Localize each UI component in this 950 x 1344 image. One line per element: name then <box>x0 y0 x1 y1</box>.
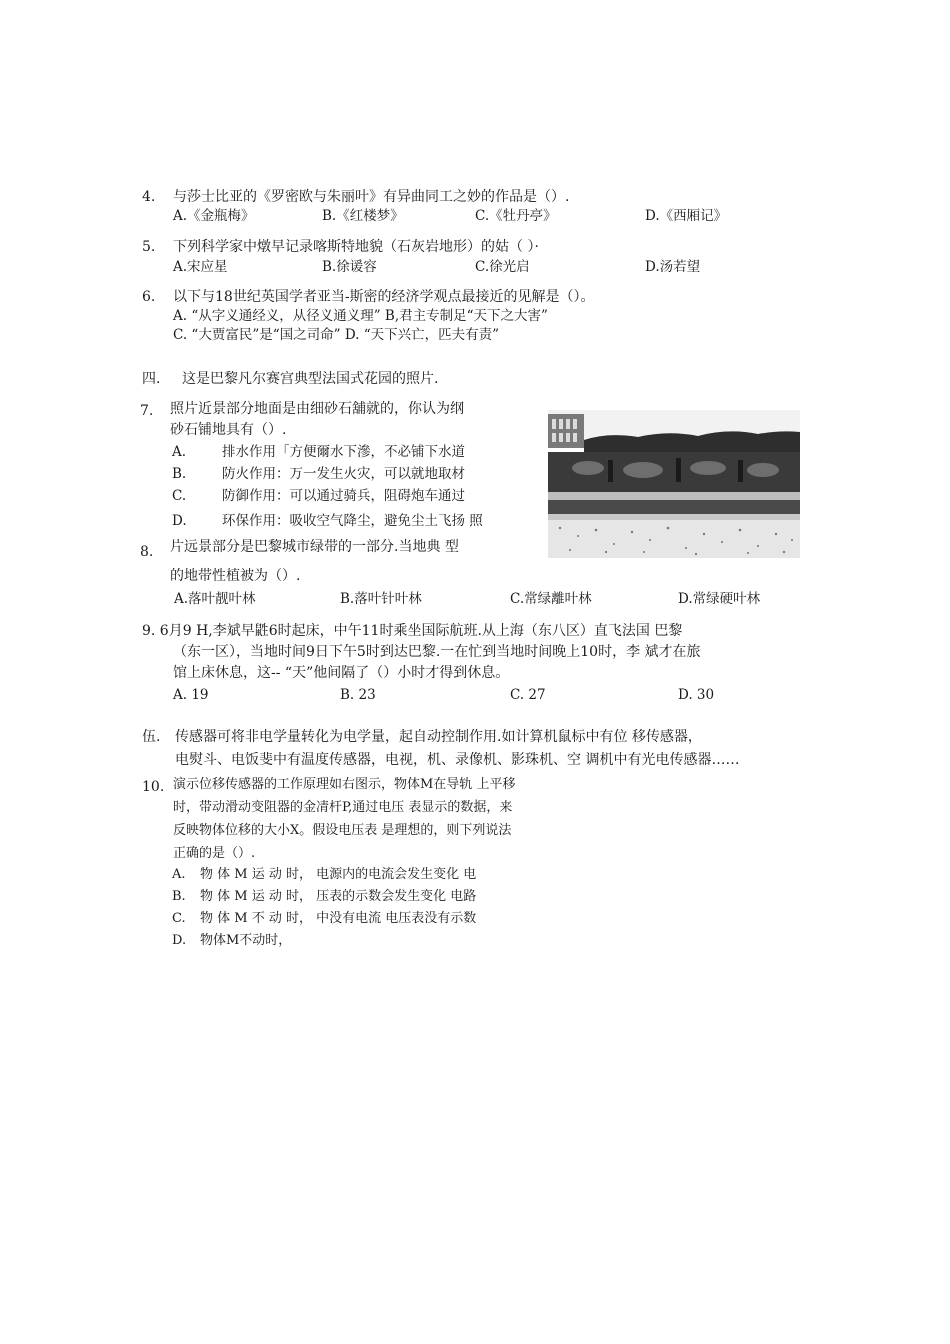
q6-number: 6. <box>142 289 156 305</box>
q8-option-c: C.常绿離叶林 <box>510 591 592 607</box>
q6-options-line1: A. “从字义通经义，从径义通义理” B,君主专制足“天下之大害” <box>173 308 548 324</box>
q8-option-b: B.落叶针叶林 <box>340 591 422 607</box>
q4-stem: 与莎士比亚的《罗密欧与朱丽叶》有异曲同工之妙的作品是（）. <box>173 189 570 205</box>
section5-number: 伍. <box>142 729 161 745</box>
q7-option-b-text: 防火作用：万一发生火灾，可以就地取材 <box>222 466 465 482</box>
section5-line2: 电熨斗、电饭斐中有温度传感器，电视，机、录像机、影珠机、空 调机中有光电传感器…… <box>175 752 740 768</box>
q7-stem-line2: 砂石铺地具有（）. <box>170 422 287 438</box>
q5-option-b: B.徐谖容 <box>322 259 377 275</box>
q7-option-c-letter: C. <box>172 488 187 504</box>
q5-option-d: D.汤若望 <box>645 259 701 275</box>
q7-option-b-letter: B. <box>172 466 187 482</box>
q8-stem-line2: 的地带性植被为（）. <box>170 568 301 584</box>
q10-option-c-text: 物 体 M 不 动 时， 中没有电流 电压表没有示数 <box>200 911 477 926</box>
q7-option-a-text: 排水作用「方便爾水下滲，不必铺下水道 <box>222 444 465 460</box>
q10-stem-line4: 正确的是（）. <box>173 846 256 861</box>
q4-option-c: C.《牡丹亭》 <box>475 208 557 224</box>
q5-option-a: A.宋应星 <box>173 259 228 275</box>
q10-option-a-text: 物 体 M 运 动 时， 电源内的电流会发生变化 电 <box>200 867 477 882</box>
q10-option-a-letter: A. <box>172 867 186 882</box>
q5-option-c: C.徐光启 <box>475 259 530 275</box>
q6-options-line2: C. “大贾富民”是“国之司命” D. “天下兴亡，匹夫有责” <box>173 327 500 343</box>
q10-stem-line2: 时，带动滑动变阻器的金凊杆P,通过电压 表显示的数据，来 <box>173 800 513 815</box>
q8-stem-line1: 片远景部分是巴黎城市绿带的一部分.当地典 型 <box>170 539 459 555</box>
q10-option-c-letter: C. <box>172 911 186 926</box>
section4-number: 四. <box>142 371 161 387</box>
section4-text: 这是巴黎凡尔赛宫典型法国式花园的照片. <box>182 371 439 387</box>
q6-stem: 以下与18世纪英国学者亚当-斯密的经济学观点最接近的见解是（）。 <box>173 289 595 305</box>
q9-option-b: B. 23 <box>340 687 376 703</box>
section5-line1: 传感器可将非电学量转化为电学量，起自动控制作用.如计算机鼠标中有位 移传感器， <box>175 729 702 745</box>
q9-stem-line3: 馆上床休息，这-- “天”他间隔了（）小时才得到休息。 <box>173 665 510 681</box>
q9-stem-line1: 9. 6月9 H,李斌早鼪6时起床，中午11时乘坐国际航班.从上海（东八区）直飞法国 巴黎 <box>142 623 683 639</box>
q10-stem-line3: 反映物体位移的大小X。假设电压表 是理想的，则下列说法 <box>173 823 512 838</box>
versailles-garden-photo <box>548 410 800 558</box>
q4-option-a: A.《金瓶梅》 <box>173 208 255 224</box>
q9-option-d: D. 30 <box>678 687 715 703</box>
q4-number: 4. <box>142 189 156 205</box>
q9-stem-line2: （东一区），当地时间9日下午5时到达巴黎.一在忙到当地时间晚上10时，李 斌才在旅 <box>173 644 701 660</box>
q10-option-d-letter: D. <box>172 933 187 948</box>
q4-option-b: B.《红楼梦》 <box>322 208 404 224</box>
q7-option-c-text: 防御作用：可以通过骑兵，阻碍炮车通过 <box>222 488 465 504</box>
q7-option-d-text: 环保作用：吸收空气降尘，避免尘土飞扬 照 <box>222 513 483 529</box>
q10-option-b-text: 物 体 M 运 动 时， 压表的示数会发生变化 电路 <box>200 889 477 904</box>
q8-option-a: A.落叶靓叶林 <box>174 591 256 607</box>
q10-option-b-letter: B. <box>172 889 186 904</box>
q9-option-c: C. 27 <box>510 687 546 703</box>
q10-number: 10. <box>142 779 165 795</box>
q5-number: 5. <box>142 239 156 255</box>
q7-number: 7. <box>140 403 154 419</box>
q5-stem: 下列科学家中燉早记录喀斯特地貌（石灰岩地形）的姑（ ）· <box>173 239 539 255</box>
q8-number: 8. <box>140 544 154 560</box>
q7-option-a-letter: A. <box>172 444 187 460</box>
q7-stem-line1: 照片近景部分地面是由细砂石舖就的，你认为纲 <box>170 401 464 417</box>
q10-option-d-text: 物体M不动时， <box>200 933 292 948</box>
q9-option-a: A. 19 <box>173 687 209 703</box>
q10-stem-line1: 演示位移传感器的工作原理如右图示，物体M在导轨 上平移 <box>173 777 516 792</box>
q7-option-d-letter: D. <box>172 513 187 529</box>
q8-option-d: D.常绿硬叶林 <box>678 591 761 607</box>
q4-option-d: D.《西厢记》 <box>645 208 728 224</box>
